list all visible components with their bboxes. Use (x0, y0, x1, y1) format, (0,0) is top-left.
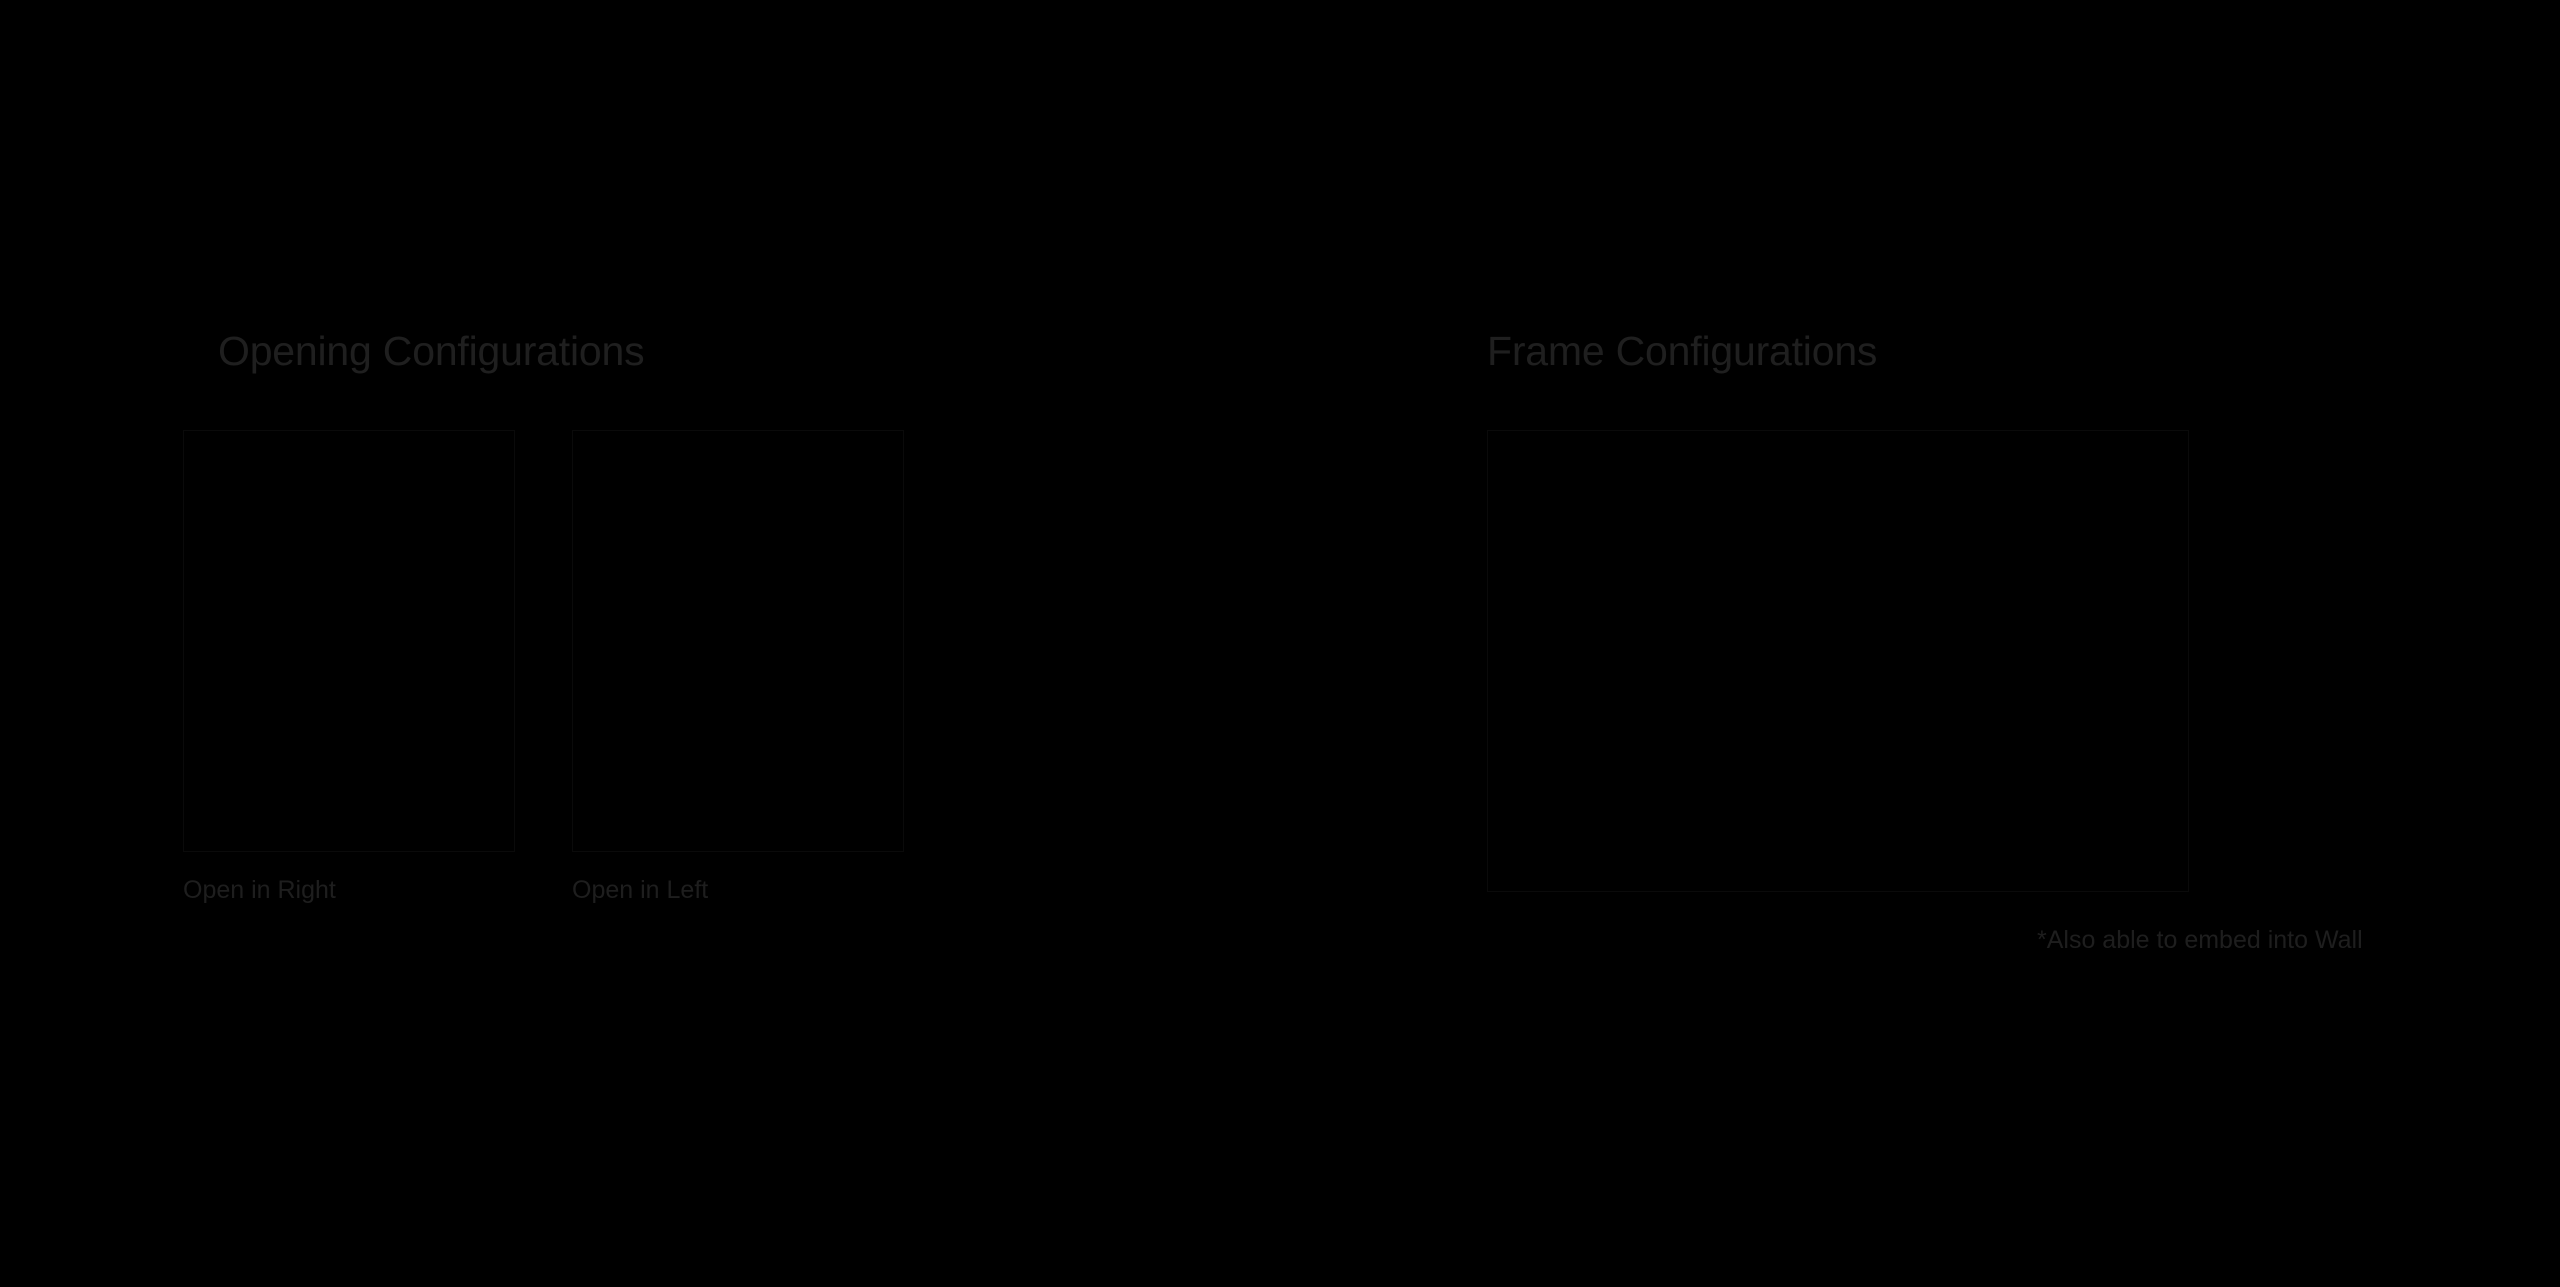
diagram-open-left (572, 430, 904, 852)
caption-open-in-right: Open in Right (183, 876, 336, 904)
caption-open-in-left: Open in Left (572, 876, 709, 904)
footnote-embed-into-wall: *Also able to embed into Wall (2037, 926, 2363, 954)
frame-configurations-title: Frame Configurations (1487, 328, 1878, 374)
diagram-frame (1487, 430, 2189, 892)
diagram-open-right (183, 430, 515, 852)
opening-configurations-title: Opening Configurations (218, 328, 645, 374)
